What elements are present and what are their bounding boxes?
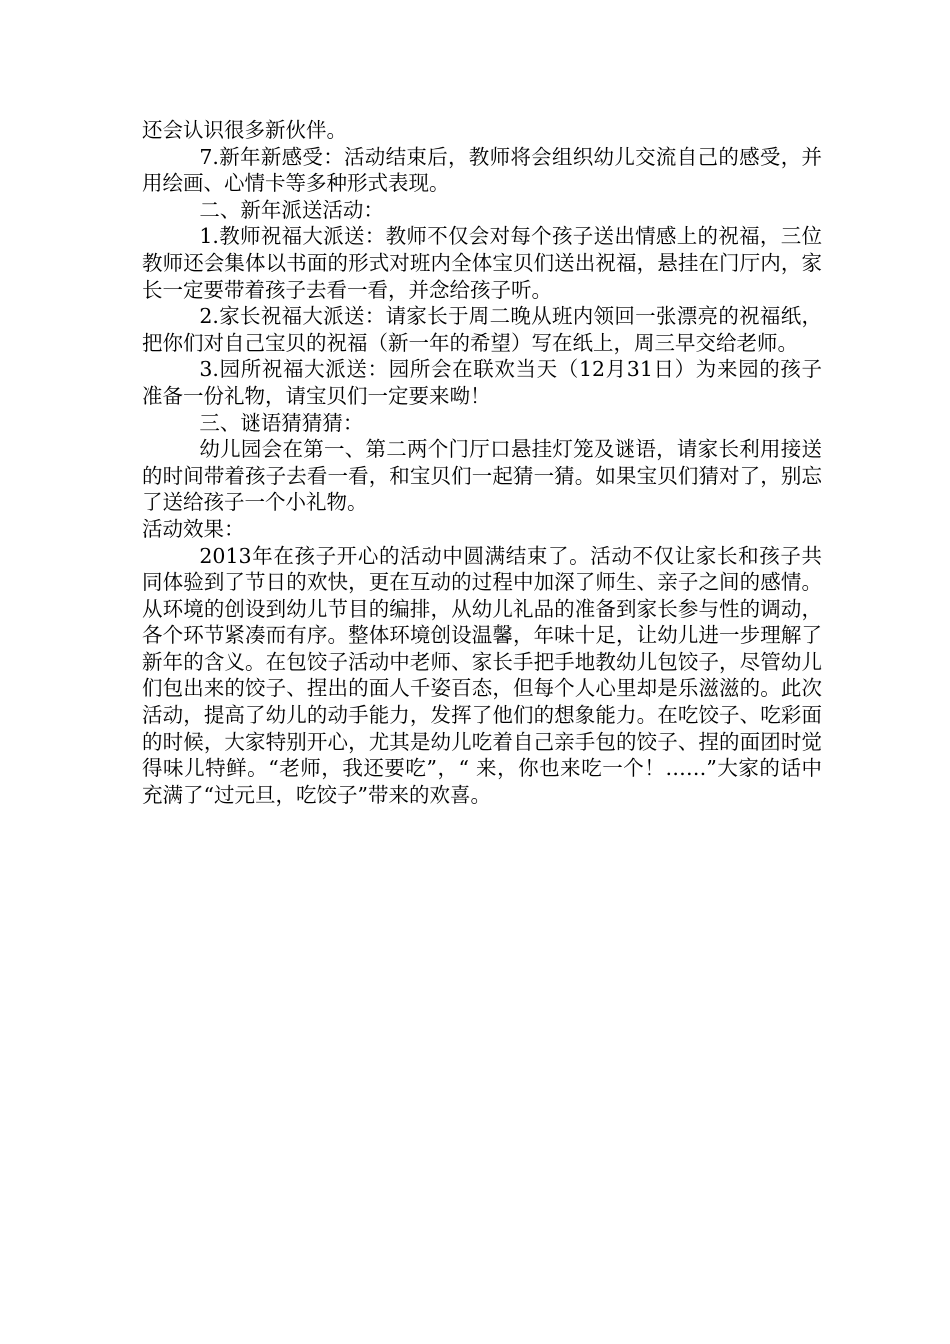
paragraph-continuation: 还会认识很多新伙伴。 [142,118,347,142]
activity-effect-heading: 活动效果： [142,516,245,541]
paragraph-activity-effect: 2013年在孩子开心的活动中圆满结束了。活动不仅让家长和孩子共同体验到了节日的欢快，更在互动的过程中加深了师生、亲子之间的感情。从环境的创设到幼儿节目的编排，从幼儿礼品的准备到家长参与性的调动，各个环节紧凑而有序。整体环境创设温馨，年味十足，让幼儿进一步理解了新年的含义。在包饺子活动中老师、家长手把手地教幼儿包饺子，尽管幼儿们包出来的饺子、捏出的面人千姿百态，但每个人心里却是乐滋滋的。此次活动，提高了幼儿的动手能力，发挥了他们的想象能力。在吃饺子、吃彩面的时候，大家特别开心，尤其是幼儿吃着自己亲手包的饺子、捏的面团时觉得味儿特鲜。“老师，我还要吃”，“ 来，你也来吃一个！……”大家的话中充满了“过元旦，吃饺子”带来的欢喜。 [142,543,822,807]
paragraph-riddles: 幼儿园会在第一、第二两个门厅口悬挂灯笼及谜语，请家长利用接送的时间带着孩子去看一看，和宝贝们一起猜一猜。如果宝贝们猜对了，别忘了送给孩子一个小礼物。 [142,437,822,515]
paragraph-parent-blessing: 2.家长祝福大派送：请家长于周二晚从班内领回一张漂亮的祝福纸，把你们对自己宝贝的祝福（新一年的希望）写在纸上，周三早交给老师。 [142,304,822,355]
section-heading-2: 二、新年派送活动： [199,197,384,222]
document-body [142,117,822,808]
paragraph-teacher-blessing: 1.教师祝福大派送：教师不仅会对每个孩子送出情感上的祝福，三位教师还会集体以书面的形式对班内全体宝贝们送出祝福，悬挂在门厅内，家长一定要带着孩子去看一看，并念给孩子听。 [142,224,822,302]
paragraph-item-7: 7.新年新感受：活动结束后，教师将会组织幼儿交流自己的感受，并用绘画、心情卡等多种形式表现。 [142,144,822,196]
section-heading-3: 三、谜语猜猜猜： [199,410,364,435]
paragraph-kindergarten-blessing: 3.园所祝福大派送：园所会在联欢当天（12月31日）为来园的孩子准备一份礼物，请宝贝们一定要来呦！ [142,357,822,408]
